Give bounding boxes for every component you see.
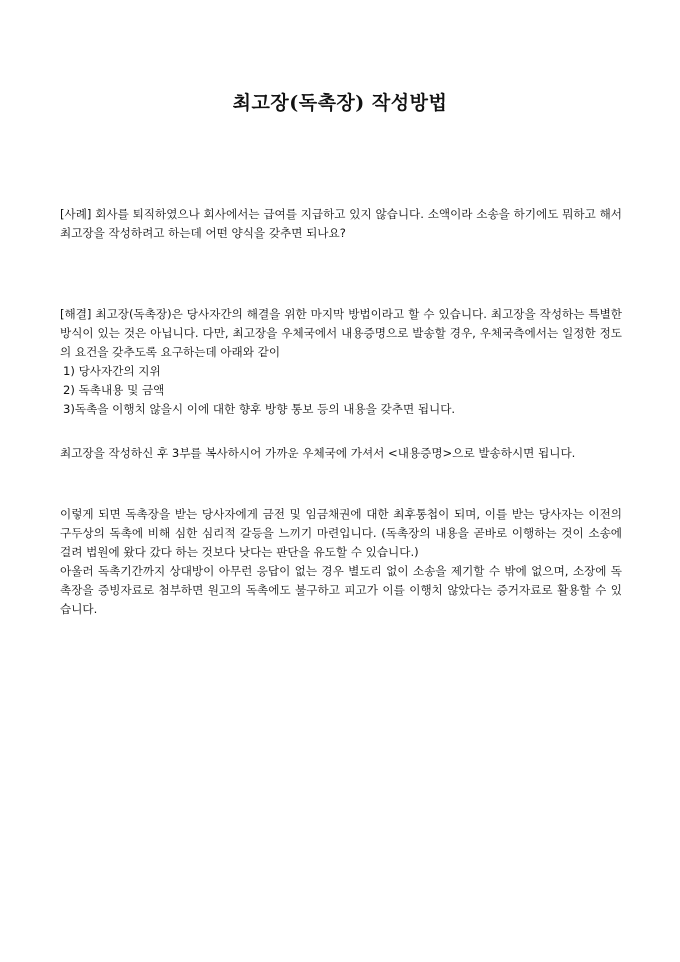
case-section	[60, 205, 622, 243]
document-title: 최고장(독촉장) 작성방법	[232, 92, 448, 114]
answer-intro-paragraph: [해결] 최고장(독촉장)은 당사자간의 해결을 위한 마지막 방법이라고 할 수 있습니다. 최고장을 작성하는 특별한 방식이 있는 것은 아닙니다. 다만, 최고장을 우체국에서 내용증명으로 발송할 경우, 우체국측에서는 일정한 정도의 요건을 갖추도록 요구하는데 아래와 같이	[60, 307, 622, 359]
requirement-item-2: 2) 독촉내용 및 금액	[63, 383, 165, 397]
answer-section	[60, 305, 622, 419]
effect-section	[60, 505, 622, 619]
effect-paragraph-1: 이렇게 되면 독촉장을 받는 당사자에게 금전 및 임금채권에 대한 최후통첩이 되며, 이를 받는 당사자는 이전의 구두상의 독촉에 비해 심한 심리적 갈등을 느끼기 마련입니다. (독촉장의 내용을 곧바로 이행하는 것이 소송에 걸려 법원에 왔다 갔다 하는 것보다 낫다는 판단을 유도할 수 있습니다.)	[60, 507, 622, 559]
case-paragraph: [사례] 회사를 퇴직하였으나 회사에서는 급여를 지급하고 있지 않습니다. 소액이라 소송을 하기에도 뭐하고 해서 최고장을 작성하려고 하는데 어떤 양식을 갖추면 되나요?	[60, 207, 622, 240]
mailing-instruction-section	[60, 444, 622, 463]
mailing-instruction-paragraph: 최고장을 작성하신 후 3부를 복사하시어 가까운 우체국에 가셔서 <내용증명>으로 발송하시면 됩니다.	[60, 446, 576, 460]
requirement-item-1: 1) 당사자간의 지위	[63, 364, 161, 378]
effect-paragraph-2: 아울러 독촉기간까지 상대방이 아무런 응답이 없는 경우 별도리 없이 소송을 제기할 수 밖에 없으며, 소장에 독촉장을 증빙자료로 첨부하면 원고의 독촉에도 불구하고 피고가 이를 이행치 않았다는 증거자료로 활용할 수 있습니다.	[60, 564, 622, 616]
requirement-item-3: 3)독촉을 이행치 않을시 이에 대한 향후 방향 통보 등의 내용을 갖추면 됩니다.	[63, 402, 456, 416]
